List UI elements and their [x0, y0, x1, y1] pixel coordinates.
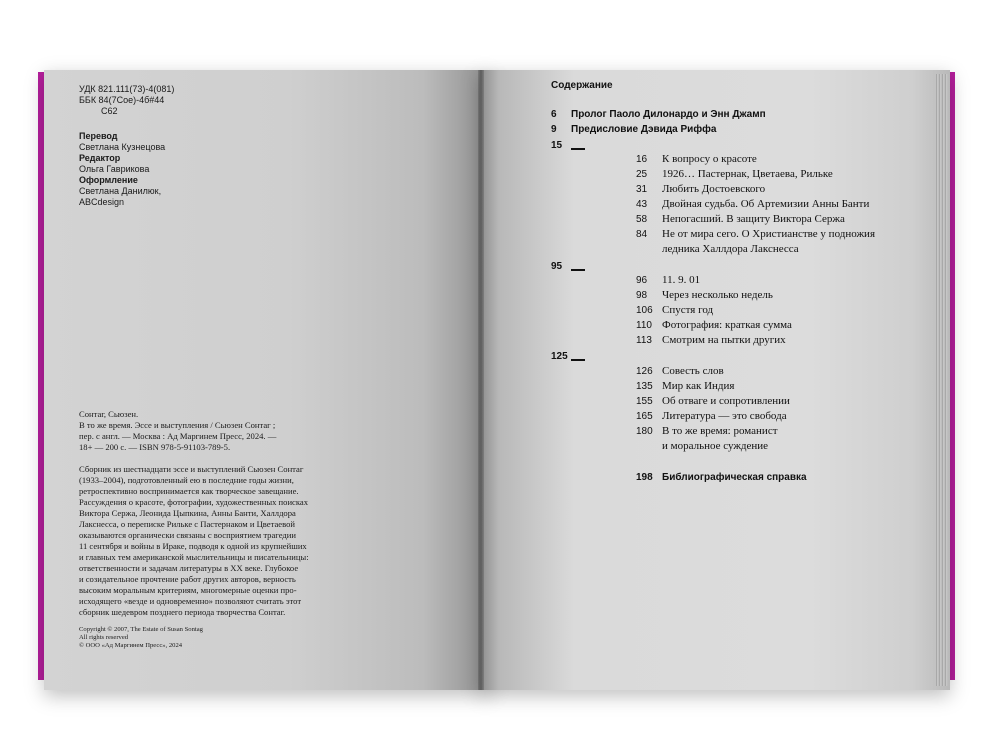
- catalog-record: [79, 409, 276, 453]
- toc-page-number: 9: [551, 124, 557, 135]
- toc-entry-title: К вопросу о красоте: [662, 153, 757, 165]
- annotation-line: 11 сентября и войны в Ираке, подводя к одной из крупнейших: [79, 541, 307, 551]
- toc-entry-title: Пролог Паоло Дилонардо и Энн Джамп: [571, 109, 766, 120]
- credit-name: Светлана Кузнецова: [79, 142, 166, 152]
- toc-entry-title: Литература — это свобода: [662, 410, 787, 422]
- toc-entry-title: 11. 9. 01: [662, 274, 701, 286]
- toc-heading: Содержание: [551, 80, 613, 91]
- annotation-line: Рассуждения о красоте, фотографии, художественных поисках: [79, 497, 309, 507]
- toc-entry-title: Смотрим на пытки других: [662, 334, 786, 346]
- copyright-line: © ООО «Ад Маргинем Пресс», 2024: [79, 642, 183, 649]
- toc-entry-title: Через несколько недель: [662, 289, 773, 301]
- toc-entry-title: Об отваге и сопротивлении: [662, 395, 790, 407]
- toc-page-number: 106: [636, 305, 653, 316]
- toc-entry-title: ледника Халлдора Лакснесса: [662, 243, 799, 255]
- toc-entry-title: Совесть слов: [662, 365, 724, 377]
- toc-entry-title: 1926… Пастернак, Цветаева, Рильке: [662, 168, 833, 180]
- credits-block: [79, 131, 165, 208]
- toc-page-number: 98: [636, 290, 648, 301]
- annotation-line: Сборник из шестнадцати эссе и выступлений Сьюзен Сонтаг: [79, 464, 304, 474]
- toc-page-number: 165: [636, 411, 653, 422]
- catalog-line: 18+ — 200 с. — ISBN 978-5-91103-789-5.: [79, 442, 231, 452]
- toc-page-number: 84: [636, 229, 648, 240]
- author-code: С62: [101, 106, 118, 116]
- page-stack: [936, 74, 948, 686]
- toc-page-number: 43: [636, 199, 648, 210]
- annotation-line: сборник шедевром позднего периода творчества Сонтаг.: [79, 607, 286, 617]
- toc-page-number: 180: [636, 426, 653, 437]
- toc-page-number: 58: [636, 214, 648, 225]
- annotation-line: ответственности и задачам литературы в XX веке. Глубокое: [79, 563, 299, 573]
- part-dash: [571, 148, 585, 150]
- toc-entry-title: Любить Достоевского: [662, 183, 766, 195]
- toc-entry-title: Спустя год: [662, 304, 714, 316]
- credit-role: Оформление: [79, 175, 138, 185]
- toc-page-number: 6: [551, 109, 557, 120]
- annotation: [79, 464, 309, 618]
- toc-entry-title: В то же время: романист: [662, 425, 778, 437]
- toc-entry-title: Двойная судьба. Об Артемизии Анны Банти: [662, 198, 870, 210]
- toc-page-number: 198: [636, 472, 653, 483]
- toc-entry-title: Библиографическая справка: [662, 472, 807, 483]
- credit-role: Редактор: [79, 153, 121, 163]
- toc-page-number: 31: [636, 184, 648, 195]
- toc-page-number: 113: [636, 335, 652, 346]
- udk-code: УДК 821.111(73)-4(081): [79, 84, 175, 94]
- annotation-line: Лакснесса, о переписке Рильке с Пастернаком и Цветаевой: [79, 519, 296, 529]
- catalog-line: Сонтаг, Сьюзен.: [79, 409, 139, 419]
- annotation-line: оказываются органически связаны с восприятием трагедии: [79, 530, 296, 540]
- part-dash: [571, 359, 585, 361]
- toc-entry-title: Предисловие Дэвида Риффа: [571, 124, 717, 135]
- toc-entry-title: Не от мира сего. О Христианстве у подножия: [662, 228, 876, 240]
- imprint-block: [79, 84, 174, 117]
- copyright-line: Copyright © 2007, The Estate of Susan Sontag: [79, 626, 203, 633]
- toc-entry-title: Непогасший. В защиту Виктора Сержа: [662, 213, 845, 225]
- book-gutter: [478, 70, 484, 690]
- copyright-line: All rights reserved: [79, 634, 129, 641]
- toc-page-number: 135: [636, 381, 653, 392]
- toc-entry-title: и моральное суждение: [662, 440, 769, 452]
- bbk-code: ББК 84(7Сое)-4б#44: [79, 95, 165, 105]
- catalog-line: пер. с англ. — Москва : Ад Маргинем Пресс, 2024. —: [79, 431, 277, 441]
- copyright-block: [79, 626, 203, 650]
- credit-name: ABCdesign: [79, 197, 125, 207]
- toc-entry-title: Фотография: краткая сумма: [662, 319, 792, 331]
- annotation-line: исходящего «везде и одновременно» позволяют считать этот: [79, 596, 302, 606]
- toc-part-page: 15: [551, 140, 563, 151]
- toc-page-number: 96: [636, 275, 648, 286]
- credit-name: Ольга Гаврикова: [79, 164, 150, 174]
- toc-part-page: 125: [551, 351, 568, 362]
- annotation-line: и созидательное прочтение работ других авторов, верность: [79, 574, 296, 584]
- toc-page-number: 126: [636, 366, 653, 377]
- toc-page-number: 155: [636, 396, 653, 407]
- annotation-line: Виктора Сержа, Леонида Цыпкина, Анны Банти, Халлдора: [79, 508, 296, 518]
- toc-page-number: 25: [636, 169, 648, 180]
- toc-part-page: 95: [551, 261, 563, 272]
- credit-name: Светлана Данилюк,: [79, 186, 162, 196]
- credit-role: Перевод: [79, 131, 118, 141]
- toc-page-number: 110: [636, 320, 652, 331]
- toc-entry-title: Мир как Индия: [662, 380, 735, 392]
- part-dash: [571, 269, 585, 271]
- catalog-line: В то же время. Эссе и выступления / Сьюзен Сонтаг ;: [79, 420, 276, 430]
- annotation-line: высоким моральным критериям, многомерные оценки про-: [79, 585, 297, 595]
- annotation-line: ретроспективно воспринимается как творческое завещание.: [79, 486, 299, 496]
- annotation-line: и главных тем американской мыслительницы и писательницы:: [79, 552, 309, 562]
- annotation-line: (1933–2004), подготовленный ею в последние годы жизни,: [79, 475, 294, 485]
- toc-page-number: 16: [636, 154, 648, 165]
